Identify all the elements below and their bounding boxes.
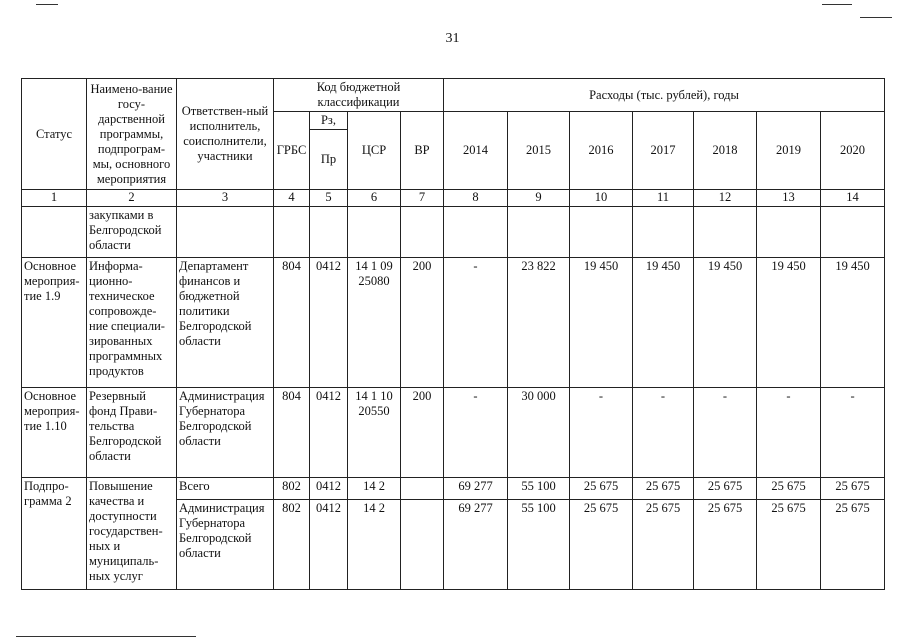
header-year-2016: 2016: [570, 112, 633, 190]
top-right-edge-mark: [822, 4, 852, 5]
row-rzpr: 0412: [310, 258, 348, 388]
row-value-2020: [821, 207, 885, 258]
row-vr: 200: [401, 258, 444, 388]
row-value-2019: -: [757, 388, 821, 478]
row-value-2018: -: [694, 388, 757, 478]
header-executor: Ответствен-ный исполнитель, соисполнители, участники: [177, 79, 274, 190]
row-value-2015: 23 822: [508, 258, 570, 388]
header-year-2020: 2020: [821, 112, 885, 190]
header-grbs: ГРБС: [274, 112, 310, 190]
row-value-2016: 19 450: [570, 258, 633, 388]
row-rzpr: 0412: [310, 478, 348, 500]
row-program-name: Резервный фонд Прави-тельства Белгородской области: [87, 388, 177, 478]
header-program-name: Наимено-вание госу-дарственной программы, подпрограм-мы, основного мероприятия: [87, 79, 177, 190]
row-program-name: закупками в Белгородской области: [87, 207, 177, 258]
row-value-2014: [444, 207, 508, 258]
row-value-2017: 19 450: [633, 258, 694, 388]
row-value-2019: 25 675: [757, 500, 821, 590]
header-year-2018: 2018: [694, 112, 757, 190]
column-index: 1: [22, 190, 87, 207]
row-grbs: 802: [274, 500, 310, 590]
row-status: Основное мероприя-тие 1.9: [22, 258, 87, 388]
header-expenses: Расходы (тыс. рублей), годы: [444, 79, 885, 112]
row-executor: Департамент финансов и бюджетной политики Белгородской области: [177, 258, 274, 388]
row-csr: 14 1 10 20550: [348, 388, 401, 478]
column-index: 13: [757, 190, 821, 207]
column-index: 5: [310, 190, 348, 207]
row-csr: 14 2: [348, 500, 401, 590]
budget-table: [21, 78, 885, 590]
row-value-2018: 19 450: [694, 258, 757, 388]
row-executor: Администрация Губернатора Белгородской области: [177, 500, 274, 590]
row-rzpr: 0412: [310, 388, 348, 478]
row-grbs: 802: [274, 478, 310, 500]
row-value-2016: 25 675: [570, 478, 633, 500]
header-year-2019: 2019: [757, 112, 821, 190]
table-row: [22, 258, 885, 388]
column-index: 9: [508, 190, 570, 207]
row-status: [22, 207, 87, 258]
row-csr: 14 2: [348, 478, 401, 500]
row-value-2018: 25 675: [694, 500, 757, 590]
row-value-2014: 69 277: [444, 478, 508, 500]
row-value-2017: 25 675: [633, 500, 694, 590]
column-index: 10: [570, 190, 633, 207]
top-right-edge-mark-2: [860, 17, 892, 18]
row-value-2019: 25 675: [757, 478, 821, 500]
header-year-2015: 2015: [508, 112, 570, 190]
column-index: 2: [87, 190, 177, 207]
row-csr: [348, 207, 401, 258]
header-row-1: [22, 79, 885, 112]
page-number: 31: [445, 31, 460, 46]
row-status: Подпро-грамма 2: [22, 478, 87, 590]
row-executor: Всего: [177, 478, 274, 500]
header-rz: Рз,: [310, 112, 348, 130]
column-index: 11: [633, 190, 694, 207]
header-year-2014: 2014: [444, 112, 508, 190]
column-index: 7: [401, 190, 444, 207]
row-vr: [401, 207, 444, 258]
column-index: 6: [348, 190, 401, 207]
header-vr: ВР: [401, 112, 444, 190]
row-program-name: Информа-ционно-техническое сопровожде-ние специали-зированных программных продуктов: [87, 258, 177, 388]
row-value-2015: 55 100: [508, 500, 570, 590]
row-vr: 200: [401, 388, 444, 478]
row-value-2020: 19 450: [821, 258, 885, 388]
row-rzpr: [310, 207, 348, 258]
row-value-2017: [633, 207, 694, 258]
row-rzpr: 0412: [310, 500, 348, 590]
row-grbs: [274, 207, 310, 258]
row-value-2019: [757, 207, 821, 258]
row-value-2016: 25 675: [570, 500, 633, 590]
row-grbs: 804: [274, 388, 310, 478]
column-index: 4: [274, 190, 310, 207]
top-left-edge-mark: [36, 4, 58, 5]
row-value-2014: -: [444, 388, 508, 478]
bottom-left-edge-mark: [16, 636, 196, 637]
row-value-2015: 55 100: [508, 478, 570, 500]
row-grbs: 804: [274, 258, 310, 388]
header-status: Статус: [22, 79, 87, 190]
row-value-2020: 25 675: [821, 500, 885, 590]
table-row: [22, 478, 885, 500]
row-value-2017: 25 675: [633, 478, 694, 500]
column-index: 12: [694, 190, 757, 207]
row-vr: [401, 500, 444, 590]
column-index: 3: [177, 190, 274, 207]
row-value-2016: -: [570, 388, 633, 478]
header-year-2017: 2017: [633, 112, 694, 190]
row-program-name: Повышение качества и доступности государствен-ных и муниципаль-ных услуг: [87, 478, 177, 590]
column-index: 8: [444, 190, 508, 207]
row-value-2018: 25 675: [694, 478, 757, 500]
row-executor: Администрация Губернатора Белгородской области: [177, 388, 274, 478]
header-pr: Пр: [310, 130, 348, 190]
header-budget-code: Код бюджетной классификации: [274, 79, 444, 112]
row-value-2020: -: [821, 388, 885, 478]
row-executor: [177, 207, 274, 258]
column-index: 14: [821, 190, 885, 207]
row-value-2019: 19 450: [757, 258, 821, 388]
row-value-2017: -: [633, 388, 694, 478]
table-row: [22, 388, 885, 478]
row-csr: 14 1 09 25080: [348, 258, 401, 388]
row-value-2020: 25 675: [821, 478, 885, 500]
row-value-2016: [570, 207, 633, 258]
table-row: [22, 207, 885, 258]
row-vr: [401, 478, 444, 500]
row-value-2015: 30 000: [508, 388, 570, 478]
header-csr: ЦСР: [348, 112, 401, 190]
column-index-row: [22, 190, 885, 207]
row-value-2015: [508, 207, 570, 258]
row-status: Основное мероприя-тие 1.10: [22, 388, 87, 478]
row-value-2014: 69 277: [444, 500, 508, 590]
row-value-2014: -: [444, 258, 508, 388]
row-value-2018: [694, 207, 757, 258]
